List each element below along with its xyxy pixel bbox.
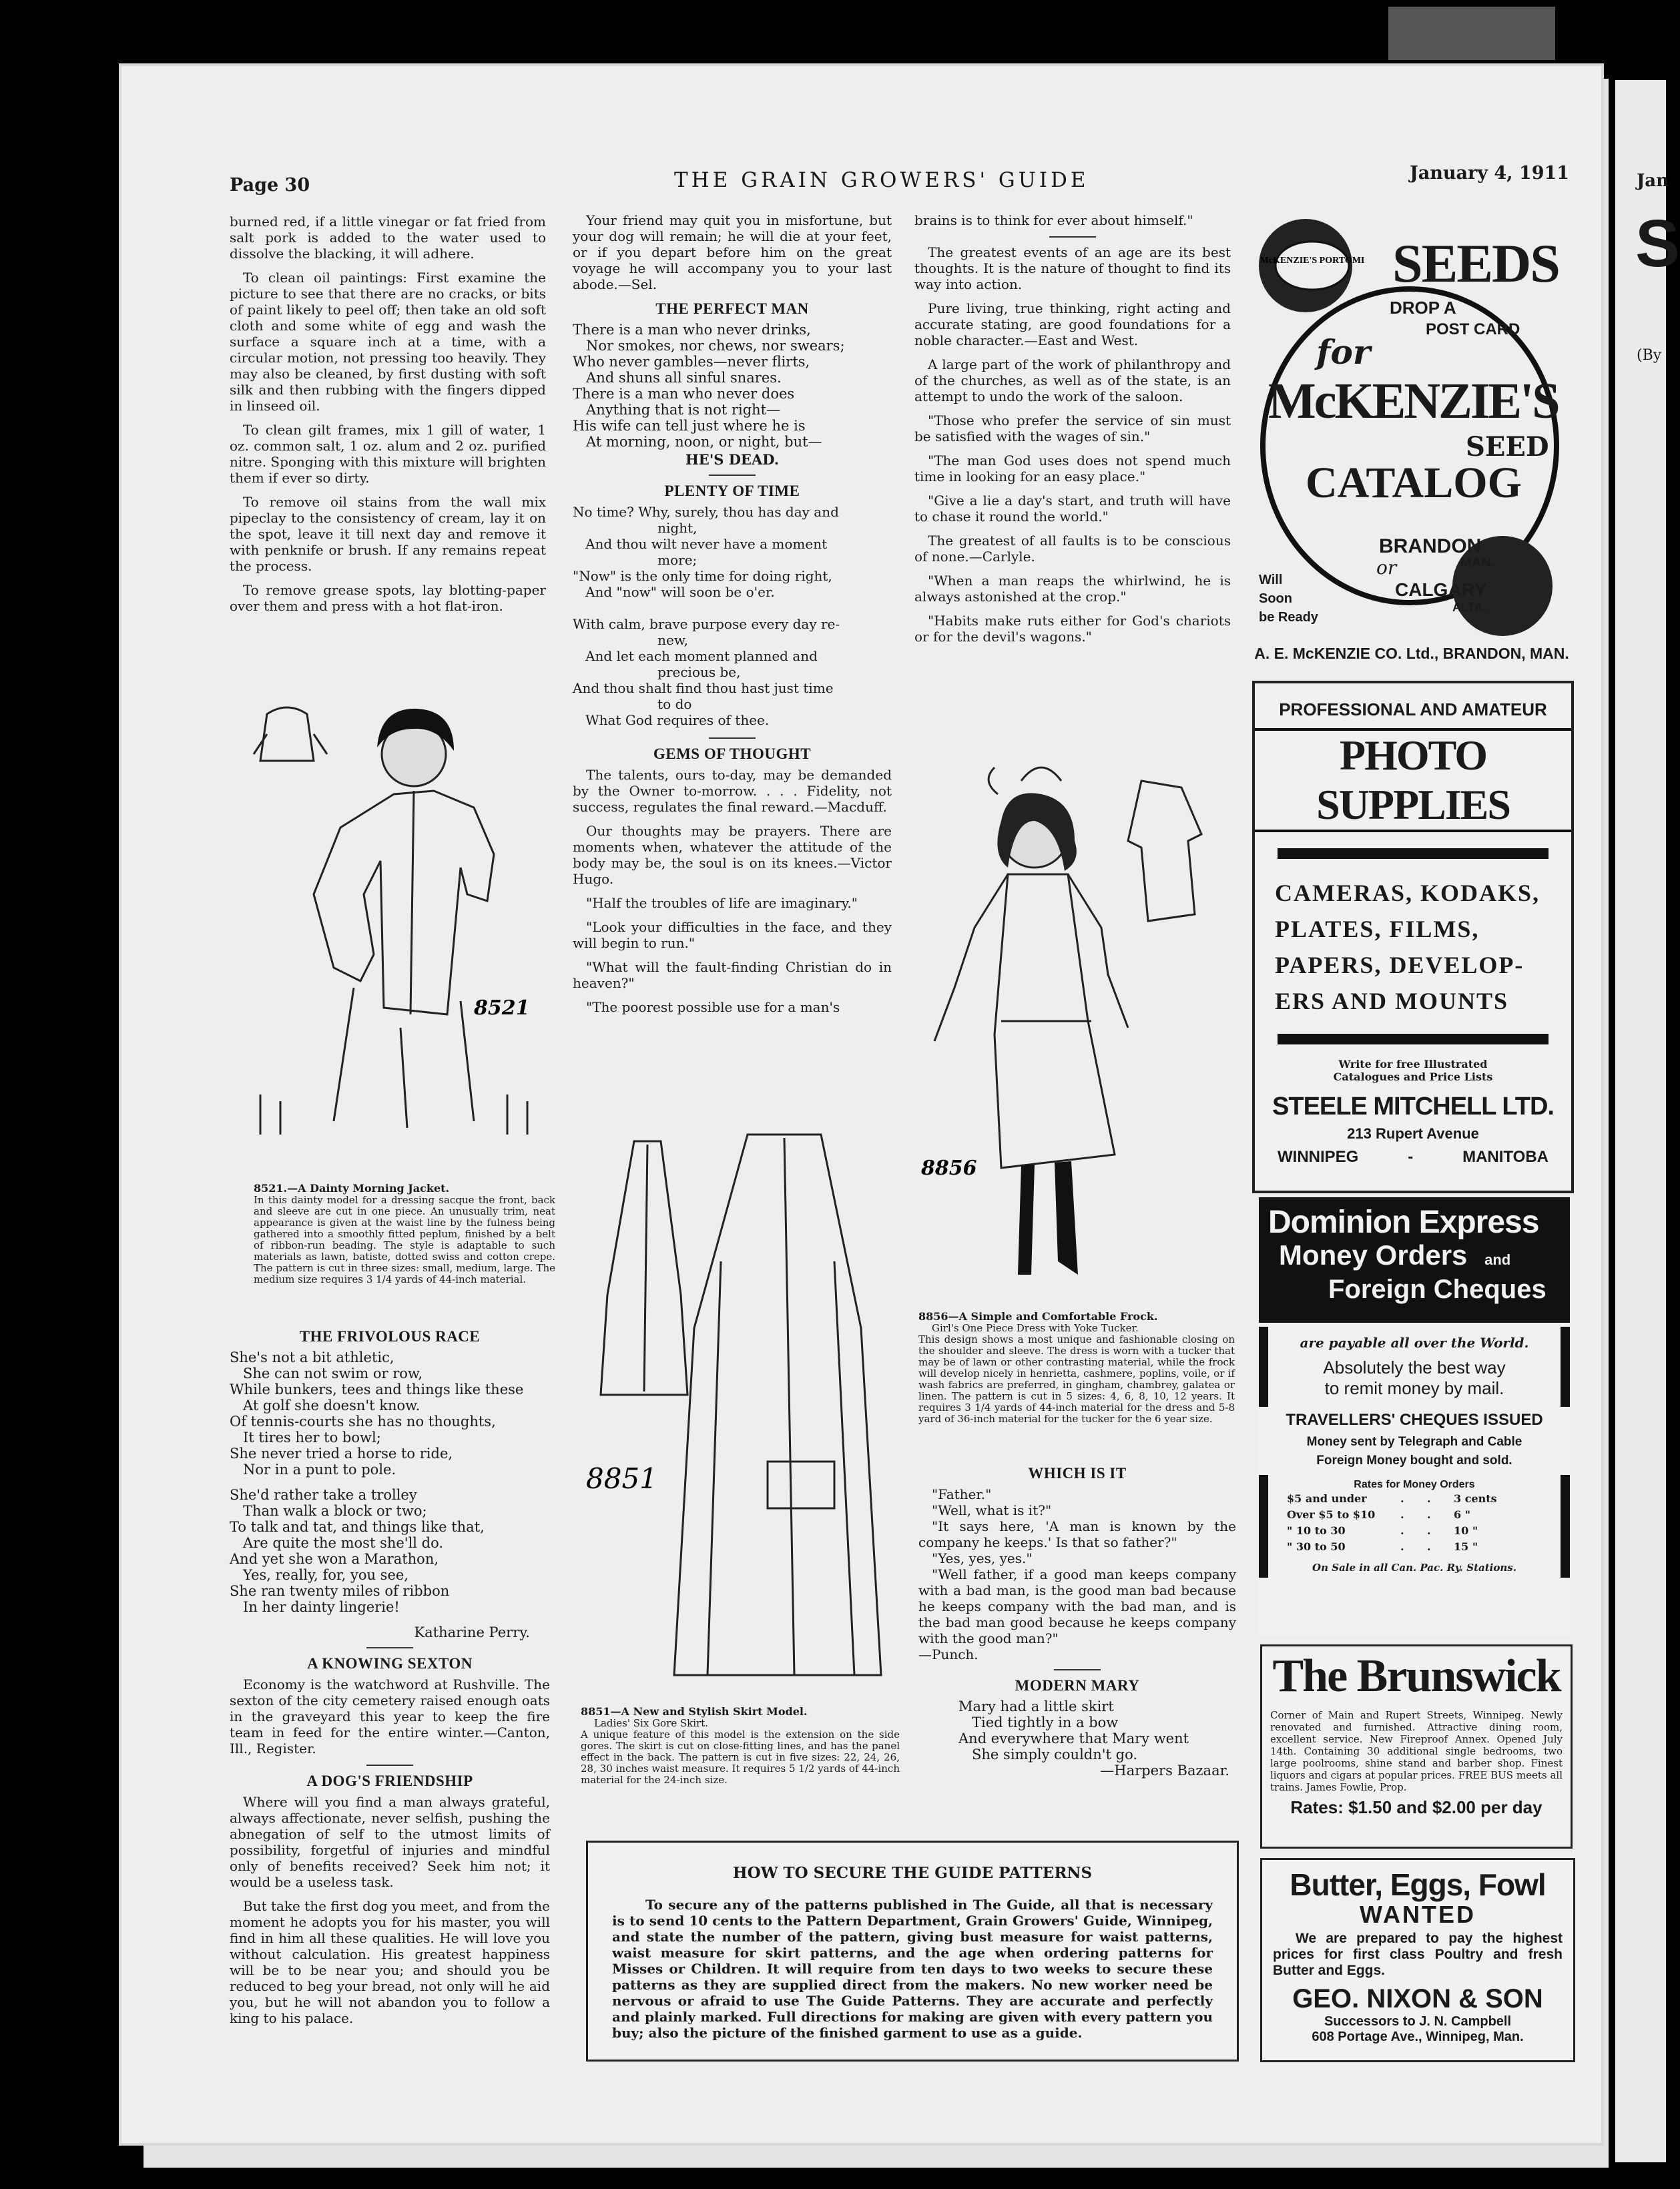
poem-line: There is a man who never drinks, bbox=[573, 322, 811, 338]
poem-line: She ran twenty miles of ribbon bbox=[230, 1583, 450, 1599]
express-and: and bbox=[1484, 1251, 1511, 1268]
skirt-illustration bbox=[581, 1128, 894, 1702]
rate-cell: . bbox=[1400, 1508, 1404, 1521]
poem-line: And yet she won a Marathon, bbox=[230, 1551, 439, 1567]
rate-cell: . bbox=[1427, 1540, 1431, 1553]
poem-line: She'd rather take a trolley bbox=[230, 1487, 417, 1503]
quote-paragraph: "When a man reaps the whirlwind, he is always astonished at the crop." bbox=[914, 573, 1231, 605]
gem-paragraph: "What will the fault-finding Christian do in heaven?" bbox=[573, 959, 892, 991]
express-travellers: TRAVELLERS' CHEQUES ISSUED bbox=[1286, 1411, 1543, 1429]
brunswick-rates: Rates: $1.50 and $2.00 per day bbox=[1290, 1797, 1543, 1817]
photo-item: ERS AND MOUNTS bbox=[1275, 988, 1509, 1014]
poem-line: Nor in a punt to pole. bbox=[230, 1462, 396, 1478]
poem-line: "Now" is the only time for doing right, bbox=[573, 568, 832, 584]
dialogue-source: —Punch. bbox=[918, 1646, 978, 1662]
divider bbox=[1054, 1669, 1101, 1670]
butter-text: We are prepared to pay the highest prices for first class Poultry and fresh Butter and Eggs. bbox=[1273, 1931, 1563, 1978]
express-rates bbox=[1259, 1475, 1570, 1578]
frock-caption-title: 8856—A Simple and Comfortable Frock. bbox=[918, 1310, 1158, 1323]
photo-item: PLATES, FILMS, bbox=[1275, 916, 1480, 942]
poem-line: It tires her to bowl; bbox=[230, 1430, 381, 1446]
photo-items bbox=[1255, 875, 1571, 1019]
express-header bbox=[1259, 1197, 1570, 1323]
butter-address: 608 Portage Ave., Winnipeg, Man. bbox=[1312, 2029, 1524, 2044]
photo-dash: - bbox=[1408, 1148, 1414, 1166]
quote-paragraph: "Give a lie a day's start, and truth will have to chase it round the world." bbox=[914, 493, 1231, 525]
brunswick-hotel-ad bbox=[1260, 1644, 1573, 1849]
divider bbox=[366, 1765, 413, 1766]
poem-line: Nor smokes, nor chews, nor swears; bbox=[573, 338, 845, 354]
quote-paragraph: "Those who prefer the service of sin must be satisfied with the wages of sin." bbox=[914, 412, 1231, 444]
dominion-express-ad bbox=[1259, 1197, 1570, 1635]
rate-cell: " 10 to 30 bbox=[1287, 1524, 1346, 1537]
poem-line: Who never gambles—never flirts, bbox=[573, 354, 810, 370]
seeds-seed: SEED bbox=[1466, 431, 1549, 462]
poem-line: His wife can tell just where he is bbox=[573, 418, 806, 434]
seeds-drop-a: DROP A bbox=[1390, 298, 1456, 318]
seeds-soon: Soon bbox=[1259, 591, 1292, 606]
jacket-caption-title: 8521.—A Dainty Morning Jacket. bbox=[254, 1182, 450, 1195]
frivolous-race-poem bbox=[230, 1321, 550, 2034]
poem-line: Of tennis-courts she has no thoughts, bbox=[230, 1414, 496, 1430]
photo-title: PHOTO SUPPLIES bbox=[1255, 728, 1571, 832]
rate-cell: . bbox=[1400, 1492, 1404, 1505]
poem-line: to do bbox=[573, 696, 692, 712]
gem-paragraph: "Look your difficulties in the face, and they will begin to run." bbox=[573, 919, 892, 951]
photo-province: MANITOBA bbox=[1462, 1148, 1549, 1166]
seeds-calgary: CALGARY bbox=[1395, 579, 1487, 600]
express-payable: are payable all over the World. bbox=[1300, 1335, 1529, 1351]
rate-cell: . bbox=[1427, 1524, 1431, 1537]
frock-caption bbox=[918, 1311, 1235, 1425]
rate-cell: 3 cents bbox=[1454, 1492, 1497, 1505]
photo-supplies-ad bbox=[1252, 681, 1574, 1193]
seeds-man: MAN. bbox=[1460, 555, 1495, 570]
divider bbox=[366, 1647, 413, 1648]
photo-write2: Catalogues and Price Lists bbox=[1333, 1070, 1493, 1083]
rate-cell: " 30 to 50 bbox=[1287, 1540, 1346, 1553]
mckenzie-seeds-ad bbox=[1252, 212, 1571, 673]
gem-paragraph: "Half the troubles of life are imaginary." bbox=[586, 895, 858, 911]
poem-line: Tied tightly in a bow bbox=[958, 1714, 1119, 1731]
express-cheques: Foreign Cheques bbox=[1328, 1275, 1547, 1304]
express-foreign: Foreign Money bought and sold. bbox=[1316, 1454, 1512, 1468]
butter-title: Butter, Eggs, Fowl bbox=[1290, 1867, 1546, 1902]
photo-rule bbox=[1278, 1034, 1549, 1044]
poem-line: And let each moment planned and bbox=[573, 648, 818, 664]
poem-line: She's not a bit athletic, bbox=[230, 1349, 394, 1365]
poem-title: THE FRIVOLOUS RACE bbox=[299, 1328, 481, 1345]
poem-line: And shuns all sinful snares. bbox=[573, 370, 782, 386]
jacket-illustration bbox=[240, 694, 554, 1168]
seeds-post-card: POST CARD bbox=[1426, 320, 1520, 338]
poem-line: And "now" will soon be o'er. bbox=[573, 584, 775, 600]
photo-address: 213 Rupert Avenue bbox=[1347, 1125, 1479, 1142]
butter-wanted: WANTED bbox=[1360, 1901, 1476, 1928]
quote-paragraph: The greatest of all faults is to be conscious of none.—Carlyle. bbox=[914, 533, 1231, 565]
dialogue-line: "It says here, 'A man is known by the company he keeps.' Is that so father?" bbox=[918, 1518, 1236, 1550]
photo-city: WINNIPEG bbox=[1278, 1148, 1359, 1166]
photo-city-row bbox=[1255, 1143, 1571, 1167]
rate-cell: 15 " bbox=[1454, 1540, 1478, 1553]
brunswick-title: The Brunswick bbox=[1272, 1650, 1561, 1702]
which-is-it-story bbox=[918, 1458, 1236, 1779]
express-sale: On Sale in all Can. Pac. Ry. Stations. bbox=[1312, 1562, 1516, 1574]
poem-line: With calm, brave purpose every day re- bbox=[573, 616, 840, 632]
rates-table bbox=[1287, 1491, 1542, 1555]
seeds-headline: SEEDS bbox=[1392, 233, 1559, 294]
butter-successors: Successors to J. N. Campbell bbox=[1324, 2014, 1512, 2029]
photo-top-line: PROFESSIONAL AND AMATEUR bbox=[1279, 699, 1547, 719]
gems-title: GEMS OF THOUGHT bbox=[653, 745, 812, 762]
poem-line: Are quite the most she'll do. bbox=[230, 1535, 444, 1551]
skirt-caption-title: 8851—A New and Stylish Skirt Model. bbox=[581, 1705, 808, 1718]
newspaper-title: THE GRAIN GROWERS' GUIDE bbox=[674, 168, 1089, 192]
rate-cell: . bbox=[1400, 1540, 1404, 1553]
seeds-badge-text: McKENZIE'S PORTOMI bbox=[1259, 256, 1365, 266]
photo-company: STEELE MITCHELL LTD. bbox=[1272, 1092, 1554, 1121]
guide-box-text: To secure any of the patterns published in The Guide, all that is necessary is to send 10 cents to the Pattern Department, Grain Growers' Guide, Winnipeg, and state the number of the pattern, giving bust measure for waist patterns, waist measure for skirt patterns, and the age when ordering patterns for Misses or Children. It will require from ten days to two weeks to secure these patterns as they are supplied direct from the makers. No new worker need be nervous or afraid to use The Guide Patterns. They are accurate and perfectly and plainly marked. Full directions for making are given with every pattern you buy; also the picture of the finished garment to use as a guide. bbox=[612, 1897, 1213, 2041]
column-3-quotes bbox=[914, 212, 1231, 653]
guide-patterns-box bbox=[586, 1841, 1239, 2062]
tip-paragraph: To clean oil paintings: First examine the picture to see that there are no cracks, or bits of paint likely to peel off; then take an old soft cloth and some white of egg and wash the surface a square inch at a time, with a circular motion, not pressing too heavily. They may also be cleaned, by first dusting with soft silk and then rubbing with the fingers dipped in linseed oil. bbox=[230, 270, 546, 414]
rate-cell: 6 " bbox=[1454, 1508, 1471, 1521]
tip-paragraph: burned red, if a little vinegar or fat fried from salt pork is added to the water used to dissolve the blacking, it will adhere. bbox=[230, 214, 546, 262]
poem-line: Anything that is not right— bbox=[573, 402, 781, 418]
butter-company: GEO. NIXON & SON bbox=[1292, 1984, 1543, 2013]
poem-line: She simply couldn't go. bbox=[958, 1747, 1138, 1763]
frock-caption-text: This design shows a most unique and fashionable closing on the shoulder and sleeve. The dress is worn with a tucker that may be of lawn or other contrasting material, while the frock will develop nicely in henrietta, cashmere, poplins, voile, or if wash fabrics are preferred, in gingham, chambrey, galatea or linen. The pattern is cut in 5 sizes: 4, 6, 8, 10, 12 years. It requires 3 1/4 yards of 44-inch material for the dress and 5-8 yard of 36-inch material for the tucker for the 6 year size. bbox=[918, 1333, 1235, 1425]
seeds-or: or bbox=[1376, 557, 1397, 579]
poem-line: At morning, noon, or night, but— bbox=[573, 434, 822, 450]
poem-line: And everywhere that Mary went bbox=[958, 1731, 1189, 1747]
divider bbox=[1049, 236, 1096, 238]
quote-paragraph: brains is to think for ever about himself." bbox=[914, 212, 1193, 228]
seeds-mckenzies: McKENZIE'S bbox=[1268, 373, 1559, 429]
rate-cell: $5 and under bbox=[1287, 1492, 1367, 1505]
tip-paragraph: To clean gilt frames, mix 1 gill of water, 1 oz. common salt, 1 oz. alum and 2 oz. purified nitre. Sponging with this mixture will brighten them if ever so dirty. bbox=[230, 422, 546, 486]
poem-line: more; bbox=[573, 552, 697, 568]
frock-caption-subtitle: Girl's One Piece Dress with Yoke Tucker. bbox=[932, 1322, 1139, 1334]
dog-continued: Your friend may quit you in misfortune, but your dog will remain; he will die at your feet, or if you depart before him on the great voyage he will accompany you to your last abode.—Sel. bbox=[573, 212, 892, 292]
poem-line: precious be, bbox=[573, 664, 741, 680]
butter-eggs-fowl-ad bbox=[1260, 1858, 1575, 2062]
gem-paragraph: Our thoughts may be prayers. There are moments when, whatever the attitude of the body may be, the soul is on its knees.—Victor Hugo. bbox=[573, 823, 892, 887]
poem-line: night, bbox=[573, 520, 697, 536]
which-title: WHICH IS IT bbox=[1028, 1465, 1127, 1482]
express-body bbox=[1259, 1327, 1570, 1407]
tip-paragraph: To remove oil stains from the wall mix pipeclay to the consistency of cream, lay it on the spot, leave it till next day and remove it with penknife or brush. If any remains repeat the process. bbox=[230, 494, 546, 574]
rate-cell: . bbox=[1427, 1508, 1431, 1521]
adjacent-page-date: Jan bbox=[1637, 171, 1669, 191]
photo-item: PAPERS, DEVELOP- bbox=[1275, 952, 1524, 978]
photo-item: CAMERAS, KODAKS, bbox=[1275, 880, 1541, 906]
clip-shadow bbox=[1388, 7, 1555, 60]
poem-line: There is a man who never does bbox=[573, 386, 795, 402]
adjacent-page-byline: (By bbox=[1637, 347, 1662, 364]
poem-line: And thou shalt find thou hast just time bbox=[573, 680, 834, 696]
express-telegraph: Money sent by Telegraph and Cable bbox=[1306, 1435, 1522, 1449]
seeds-catalog: CATALOG bbox=[1306, 458, 1522, 507]
poem-line bbox=[573, 600, 892, 616]
dialogue-line: "Well father, if a good man keeps company with a bad man, is the good man bad because he keeps company with the bad man, and is the bad man good because he keeps company with the good man?" bbox=[918, 1566, 1236, 1646]
rate-cell: Over $5 to $10 bbox=[1287, 1508, 1376, 1521]
poem-line: And thou wilt never have a moment bbox=[573, 536, 828, 552]
seeds-brandon: BRANDON bbox=[1379, 535, 1482, 557]
guide-box-title: HOW TO SECURE THE GUIDE PATTERNS bbox=[732, 1864, 1093, 1882]
frock-illustration bbox=[921, 754, 1228, 1308]
modern-mary-title: MODERN MARY bbox=[1015, 1677, 1140, 1694]
divider bbox=[709, 475, 756, 476]
quote-paragraph: "Habits make ruts either for God's chariots or for the devil's wagons." bbox=[914, 613, 1231, 645]
pattern-number-label: 8851 bbox=[586, 1462, 657, 1495]
dog-paragraph: But take the first dog you meet, and from the moment he adopts you for his master, you will find in him all these qualities. He will love you without calculation. His greatest happiness will be to be near you; and should you be reduced to beg your bread, not only will he aid you, but he will not abandon you to follow a king to his palace. bbox=[230, 1898, 550, 2026]
column-2 bbox=[573, 212, 892, 1023]
quote-paragraph: The greatest events of an age are its best thoughts. It is the nature of thought to find its way into action. bbox=[914, 244, 1231, 292]
sexton-text: Economy is the watchword at Rushville. The sexton of the city cemetery raised enough oats in the graveyard this year to keep the fire team in feed for the entire winter.—Canton, Ill., Register. bbox=[230, 1676, 550, 1757]
seeds-for: for bbox=[1316, 332, 1371, 372]
perfect-man-title: THE PERFECT MAN bbox=[655, 300, 809, 317]
express-title: Dominion Express bbox=[1268, 1205, 1539, 1240]
dialogue-line: "Father." bbox=[932, 1486, 992, 1502]
express-absolutely: Absolutely the best way bbox=[1323, 1357, 1506, 1377]
dog-paragraph: Where will you find a man always grateful, always affectionate, never selfish, pushing the abnegation of self to the utmost limits of possibility, forgetful of injuries and mindful only of benefits received? Seek him not; it would be a useless task. bbox=[230, 1794, 550, 1890]
issue-date: January 4, 1911 bbox=[1410, 163, 1570, 184]
pattern-number-label: 8856 bbox=[921, 1157, 977, 1180]
photo-rule bbox=[1278, 848, 1549, 859]
pattern-number-label: 8521 bbox=[474, 996, 530, 1020]
rate-cell: . bbox=[1400, 1524, 1404, 1537]
rates-title: Rates for Money Orders bbox=[1354, 1479, 1475, 1490]
skirt-caption bbox=[581, 1706, 900, 1786]
express-money-line bbox=[1268, 1241, 1561, 1275]
page-number: Page 30 bbox=[230, 175, 310, 196]
quote-paragraph: A large part of the work of philanthropy and of the churches, as well as of the state, is an attempt to undo the work of the saloon. bbox=[914, 356, 1231, 404]
adjacent-page-edge bbox=[1615, 80, 1680, 2162]
quote-paragraph: Pure living, true thinking, right acting and accurate stating, are good foundations for a noble character.—East and West. bbox=[914, 300, 1231, 348]
brunswick-text: Corner of Main and Rupert Streets, Winnipeg. Newly renovated and furnished. Attractive dining room, excellent service. New Fireproof Annex. Opened July 14th. Containing 30 additional single bedrooms, two large poolrooms, shine stand and barber shop. Finest liquors and cigars at popular prices. FREE BUS meets all trains. James Fowlie, Prop. bbox=[1270, 1709, 1563, 1793]
poem-line: Yes, really, for, you see, bbox=[230, 1567, 408, 1583]
dialogue-line: "Yes, yes, yes." bbox=[932, 1550, 1033, 1566]
express-money: Money Orders bbox=[1279, 1239, 1468, 1271]
seeds-company: A. E. McKENZIE CO. Ltd., BRANDON, MAN. bbox=[1254, 645, 1569, 662]
express-remit: to remit money by mail. bbox=[1324, 1378, 1504, 1398]
photo-write: Write for free Illustrated bbox=[1338, 1058, 1488, 1070]
quote-paragraph: "The man God uses does not spend much time in looking for an easy place." bbox=[914, 452, 1231, 485]
rate-cell: . bbox=[1427, 1492, 1431, 1505]
divider bbox=[709, 737, 756, 739]
poem-line: She never tried a horse to ride, bbox=[230, 1446, 453, 1462]
poem-author: Katharine Perry. bbox=[414, 1624, 530, 1640]
sexton-title: A KNOWING SEXTON bbox=[307, 1655, 473, 1672]
poem-line: Than walk a block or two; bbox=[230, 1503, 427, 1519]
poem-line: No time? Why, surely, thou has day and bbox=[573, 504, 839, 520]
skirt-caption-text: A unique feature of this model is the extension on the side gores. The skirt is cut on close-fitting lines, and has the panel effect in the back. The pattern is cut in five sizes: 22, 24, 26, 28, 30 inches waist measure. It requires 5 1/2 yards of 44-inch material for the 24-inch size. bbox=[581, 1729, 900, 1786]
tip-paragraph: To remove grease spots, lay blotting-paper over them and press with a hot flat-iron. bbox=[230, 582, 546, 614]
perfect-man-ending: HE'S DEAD. bbox=[685, 451, 780, 468]
gem-paragraph: "The poorest possible use for a man's bbox=[586, 999, 840, 1015]
poem-line: She can not swim or row, bbox=[230, 1365, 423, 1381]
jacket-caption bbox=[254, 1183, 555, 1285]
gem-paragraph: The talents, ours to-day, may be demanded by the Owner to-morrow. . . . Fidelity, not success, regulates the final reward.—Macduff. bbox=[573, 767, 892, 815]
seeds-ready: be Ready bbox=[1259, 610, 1318, 625]
poem-line: In her dainty lingerie! bbox=[230, 1599, 400, 1615]
poem-source: —Harpers Bazaar. bbox=[1100, 1763, 1229, 1779]
rate-cell: 10 " bbox=[1454, 1524, 1478, 1537]
dog-title: A DOG'S FRIENDSHIP bbox=[306, 1773, 473, 1789]
poem-line: Mary had a little skirt bbox=[958, 1698, 1114, 1714]
jacket-caption-text: In this dainty model for a dressing sacque the front, back and sleeve are cut in one piece. An unusually trim, neat appearance is given at the waist line by the fulness being gathered into a smoothly fitted peplum, finished by a belt of ribbon-run beading. The style is adaptable to such materials as lawn, batiste, dotted swiss and cotton crepe. The pattern is cut in three sizes: small, medium, large. The medium size requires 3 1/4 yards of 44-inch material. bbox=[254, 1194, 555, 1285]
skirt-caption-subtitle: Ladies' Six Gore Skirt. bbox=[594, 1717, 709, 1729]
column-1-household-tips bbox=[230, 214, 546, 622]
dialogue-line: "Well, what is it?" bbox=[932, 1502, 1052, 1518]
adjacent-page-headline: S bbox=[1635, 206, 1680, 281]
plenty-title: PLENTY OF TIME bbox=[664, 483, 800, 499]
poem-line: new, bbox=[573, 632, 688, 648]
poem-line: To talk and tat, and things like that, bbox=[230, 1519, 485, 1535]
seeds-alta: ALTA. bbox=[1452, 601, 1486, 614]
poem-line: While bunkers, tees and things like these bbox=[230, 1381, 524, 1397]
seeds-will: Will bbox=[1259, 573, 1283, 587]
poem-line: What God requires of thee. bbox=[573, 712, 770, 728]
poem-line: At golf she doesn't know. bbox=[230, 1397, 421, 1414]
